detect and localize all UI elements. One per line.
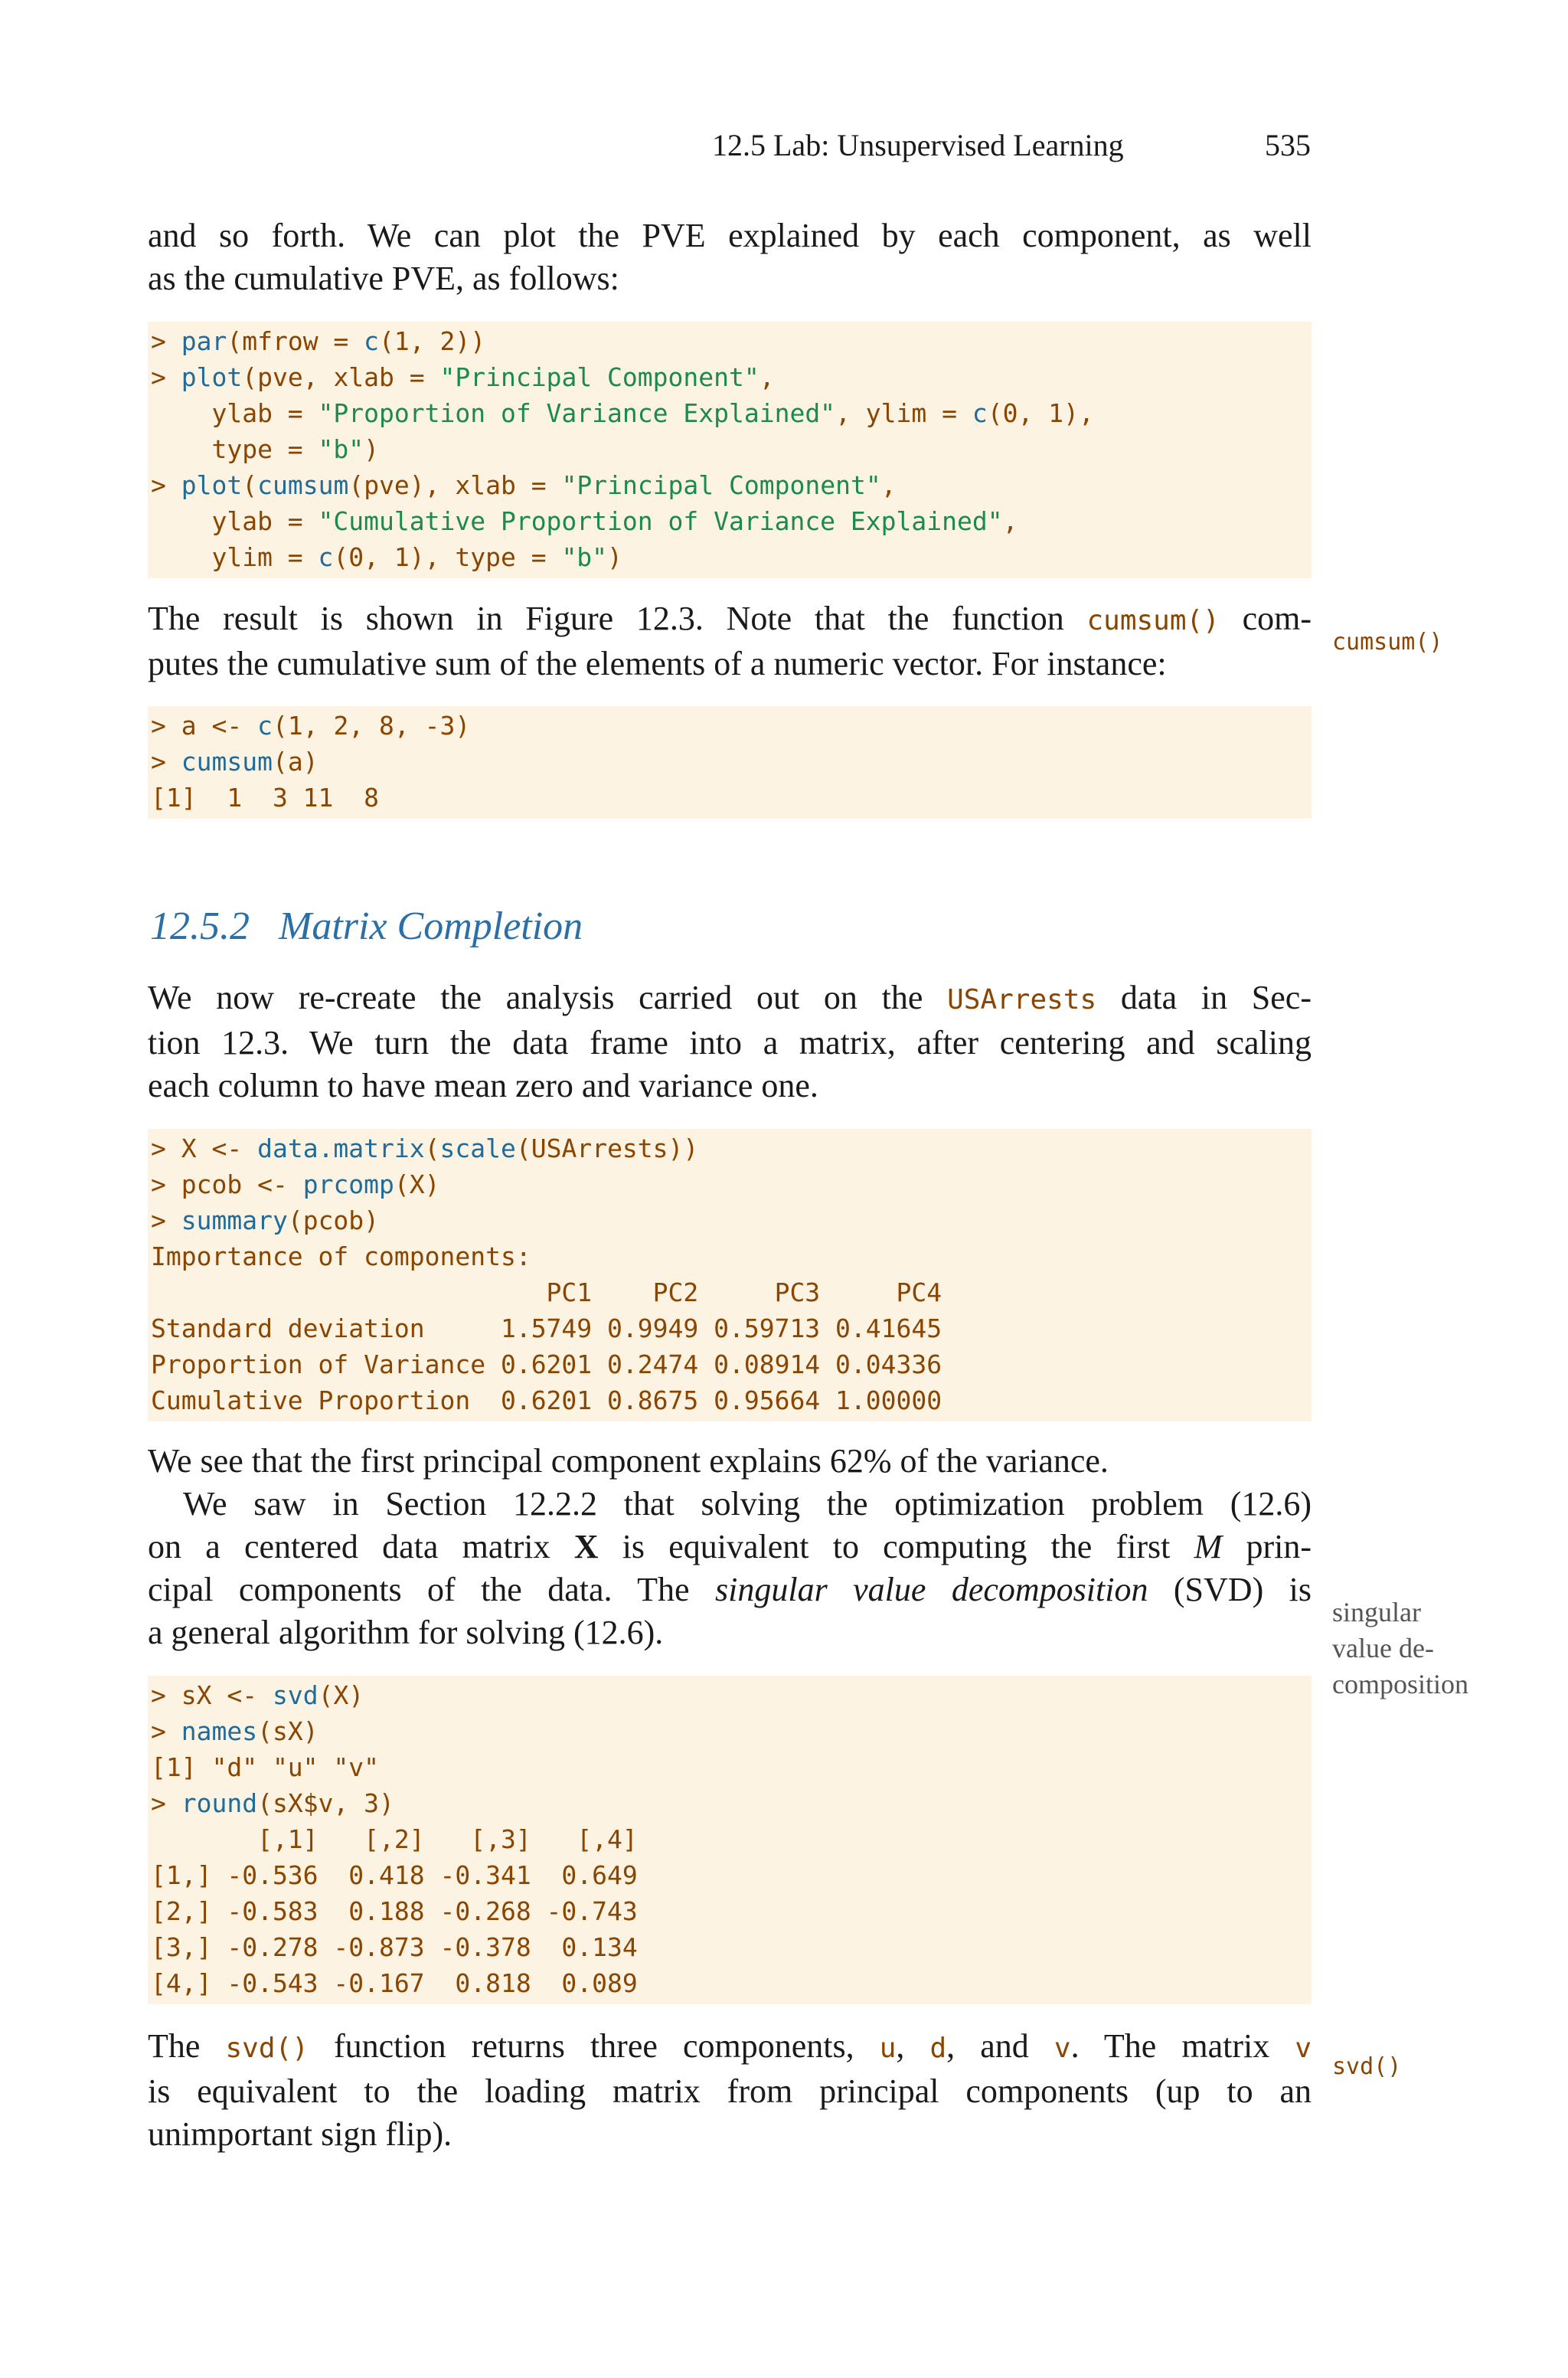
code-string: "b": [318, 434, 364, 464]
margin-note-svd-term: [1332, 1595, 1468, 1703]
code-text: [,1] [,2] [,3] [,4]: [151, 1824, 638, 1854]
code-line: [151, 1238, 1312, 1274]
code-text: >: [151, 362, 181, 392]
code-text: (pve, xlab =: [242, 362, 440, 392]
code-line: [151, 539, 1312, 575]
code-text: ,: [880, 470, 897, 500]
code-function: par: [181, 326, 227, 356]
text-span: ,: [896, 2027, 930, 2065]
text-line: and so forth. We can plot the PVE explained by each component, as well: [148, 217, 1312, 254]
code-function: plot: [181, 362, 243, 392]
inline-code-v: v: [1295, 2033, 1312, 2064]
code-function: cumsum: [181, 747, 273, 777]
text-span: prin-: [1222, 1528, 1312, 1565]
paragraph-pve-intro: [148, 214, 1312, 300]
code-text: (pcob): [287, 1205, 380, 1235]
paragraph-svd-result: [148, 2025, 1312, 2156]
code-line: [151, 1346, 1312, 1382]
page-number: 535: [1265, 128, 1311, 162]
code-line: [151, 1965, 1312, 2001]
section-title: Matrix Completion: [279, 904, 583, 948]
code-text: (X): [394, 1169, 440, 1199]
code-text: >: [151, 1133, 181, 1163]
code-block-prcomp-summary: [148, 1129, 1312, 1421]
text-span: (SVD) is: [1148, 1571, 1312, 1608]
code-text: Cumulative Proportion 0.6201 0.8675 0.95664 1.00000: [151, 1385, 942, 1415]
paragraph-matrix-completion: [148, 976, 1312, 1107]
text-line: putes the cumulative sum of the elements of a numeric vector. For instance:: [148, 645, 1167, 682]
code-text: sX <-: [181, 1680, 273, 1710]
text-span: . The matrix: [1070, 2027, 1295, 2065]
code-text: X <-: [181, 1133, 258, 1163]
text-line: [148, 1568, 1312, 1611]
text-span: , and: [946, 2027, 1054, 2065]
emphasis-term: singular value decomposition: [715, 1571, 1148, 1608]
code-text: (sX$v, 3): [257, 1788, 394, 1818]
code-line: [151, 1310, 1312, 1346]
code-text: (0, 1),: [987, 398, 1094, 428]
code-text: [3,] -0.278 -0.873 -0.378 0.134: [151, 1932, 638, 1962]
code-function: svd: [272, 1680, 318, 1710]
text-line: We see that the first principal component explains 62% of the variance.: [148, 1442, 1109, 1480]
inline-code-svd: svd(): [225, 2033, 309, 2064]
code-text: (1, 2, 8, -3): [272, 711, 471, 741]
text-span: We now re-create the analysis carried out on the: [148, 979, 948, 1016]
code-text: (sX): [257, 1716, 318, 1746]
margin-note-svd: svd(): [1332, 2053, 1402, 2080]
code-function: cumsum: [257, 470, 349, 500]
code-function: prcomp: [302, 1169, 394, 1199]
code-text: [1,] -0.536 0.418 -0.341 0.649: [151, 1860, 638, 1890]
code-line: [151, 1202, 1312, 1238]
code-line: [151, 780, 1312, 816]
code-text: (a): [272, 747, 318, 777]
code-function: plot: [181, 470, 243, 500]
inline-code-u: u: [879, 2033, 897, 2064]
text-span: cipal components of the data. The: [148, 1571, 715, 1608]
code-function: data.matrix: [257, 1133, 425, 1163]
paragraph-svd-intro: [148, 1440, 1312, 1654]
code-text: >: [151, 747, 181, 777]
code-text: Proportion of Variance 0.6201 0.2474 0.08914 0.04336: [151, 1349, 942, 1379]
text-line: We saw in Section 12.2.2 that solving the optimization problem (12.6): [183, 1485, 1312, 1523]
code-line: [151, 1166, 1312, 1202]
text-span: The result is shown in Figure 12.3. Note that the function: [148, 600, 1087, 637]
code-text: ylab =: [151, 506, 318, 536]
text-line: [148, 976, 1312, 1022]
code-function: c: [364, 326, 380, 356]
text-line: [148, 2025, 1312, 2070]
code-string: "b": [561, 542, 608, 572]
inline-code-v: v: [1054, 2033, 1071, 2064]
text-line: as the cumulative PVE, as follows:: [148, 260, 619, 297]
code-text: (0, 1), type =: [333, 542, 562, 572]
code-text: (: [242, 470, 258, 500]
text-span: com-: [1219, 600, 1312, 637]
text-line: [148, 597, 1312, 643]
code-text: [4,] -0.543 -0.167 0.818 0.089: [151, 1968, 638, 1998]
section-number: 12.5.2: [150, 904, 250, 948]
text-line: [148, 1526, 1312, 1568]
inline-code-usarrests: USArrests: [947, 984, 1097, 1016]
code-block-svd: [148, 1676, 1312, 2004]
code-text: >: [151, 1205, 181, 1235]
code-text: >: [151, 711, 181, 741]
code-function: round: [181, 1788, 258, 1818]
margin-line: composition: [1332, 1669, 1468, 1699]
code-text: [1] "d" "u" "v": [151, 1752, 380, 1782]
code-text: ): [607, 542, 622, 572]
code-line: [151, 503, 1312, 539]
text-line: each column to have mean zero and variance one.: [148, 1067, 818, 1104]
margin-line: value de-: [1332, 1633, 1434, 1663]
text-span: on a centered data matrix: [148, 1528, 574, 1565]
code-text: >: [151, 1788, 181, 1818]
math-italic-m: M: [1194, 1528, 1223, 1565]
code-text: (pve), xlab =: [348, 470, 562, 500]
code-line: [151, 359, 1312, 395]
running-title: 12.5 Lab: Unsupervised Learning: [712, 128, 1124, 162]
code-line: [151, 1893, 1312, 1929]
code-line: [151, 431, 1312, 467]
text-span: function returns three components,: [308, 2027, 880, 2065]
code-text: Standard deviation 1.5749 0.9949 0.59713 0.41645: [151, 1313, 942, 1343]
code-function: summary: [181, 1205, 288, 1235]
code-text: a <-: [181, 711, 258, 741]
code-line: [151, 744, 1312, 780]
text-span: is equivalent to computing the first: [598, 1528, 1194, 1565]
code-text: , ylim =: [835, 398, 972, 428]
code-function: c: [257, 711, 273, 741]
code-line: [151, 1713, 1312, 1749]
paragraph-cumsum: [148, 597, 1312, 685]
code-text: [1] 1 3 11 8: [151, 783, 380, 813]
inline-code-cumsum: cumsum(): [1086, 605, 1220, 636]
code-text: type =: [151, 434, 318, 464]
code-text: PC1 PC2 PC3 PC4: [151, 1277, 942, 1307]
code-text: >: [151, 1716, 181, 1746]
inline-code-d: d: [929, 2033, 947, 2064]
code-string: "Proportion of Variance Explained": [318, 398, 836, 428]
code-line: [151, 1785, 1312, 1821]
code-block-cumsum-example: [148, 706, 1312, 819]
code-function: c: [972, 398, 988, 428]
code-line: [151, 1677, 1312, 1713]
code-line: [151, 1929, 1312, 1965]
code-text: ,: [759, 362, 775, 392]
code-text: >: [151, 470, 181, 500]
code-line: [151, 1821, 1312, 1857]
code-line: [151, 467, 1312, 503]
code-line: [151, 323, 1312, 359]
code-text: (1, 2)): [379, 326, 486, 356]
text-line: tion 12.3. We turn the data frame into a matrix, after centering and scaling: [148, 1024, 1312, 1061]
code-string: "Cumulative Proportion of Variance Explained": [318, 506, 1003, 536]
code-block-plot-pve: [148, 322, 1312, 578]
code-text: ylab =: [151, 398, 318, 428]
margin-line: singular: [1332, 1597, 1421, 1627]
code-text: >: [151, 326, 181, 356]
code-line: [151, 1382, 1312, 1418]
text-span: The: [148, 2027, 226, 2065]
code-line: [151, 1274, 1312, 1310]
text-line: unimportant sign flip).: [148, 2115, 452, 2153]
code-text: pcob <-: [181, 1169, 303, 1199]
code-text: (: [424, 1133, 440, 1163]
section-heading: [150, 904, 583, 949]
code-function: names: [181, 1716, 258, 1746]
code-string: "Principal Component": [439, 362, 760, 392]
code-function: scale: [439, 1133, 516, 1163]
code-line: [151, 1857, 1312, 1893]
code-text: [2,] -0.583 0.188 -0.268 -0.743: [151, 1896, 638, 1926]
code-line: [151, 1749, 1312, 1785]
code-line: [151, 395, 1312, 431]
code-text: >: [151, 1680, 181, 1710]
text-line: a general algorithm for solving (12.6).: [148, 1614, 664, 1651]
text-span: data in Sec-: [1096, 979, 1312, 1016]
code-text: ): [364, 434, 380, 464]
running-header: [712, 127, 1311, 173]
code-string: "Principal Component": [561, 470, 881, 500]
code-text: (mfrow =: [227, 326, 364, 356]
code-function: c: [318, 542, 334, 572]
code-text: ,: [1002, 506, 1018, 536]
code-line: [151, 1130, 1312, 1166]
math-bold-x: X: [573, 1528, 599, 1565]
margin-note-cumsum: cumsum(): [1332, 629, 1443, 656]
text-line: is equivalent to the loading matrix from principal components (up to an: [148, 2072, 1312, 2110]
code-text: >: [151, 1169, 181, 1199]
code-text: (USArrests)): [515, 1133, 699, 1163]
code-text: ylim =: [151, 542, 318, 572]
code-text: (X): [318, 1680, 364, 1710]
code-line: [151, 708, 1312, 744]
code-text: Importance of components:: [151, 1241, 531, 1271]
